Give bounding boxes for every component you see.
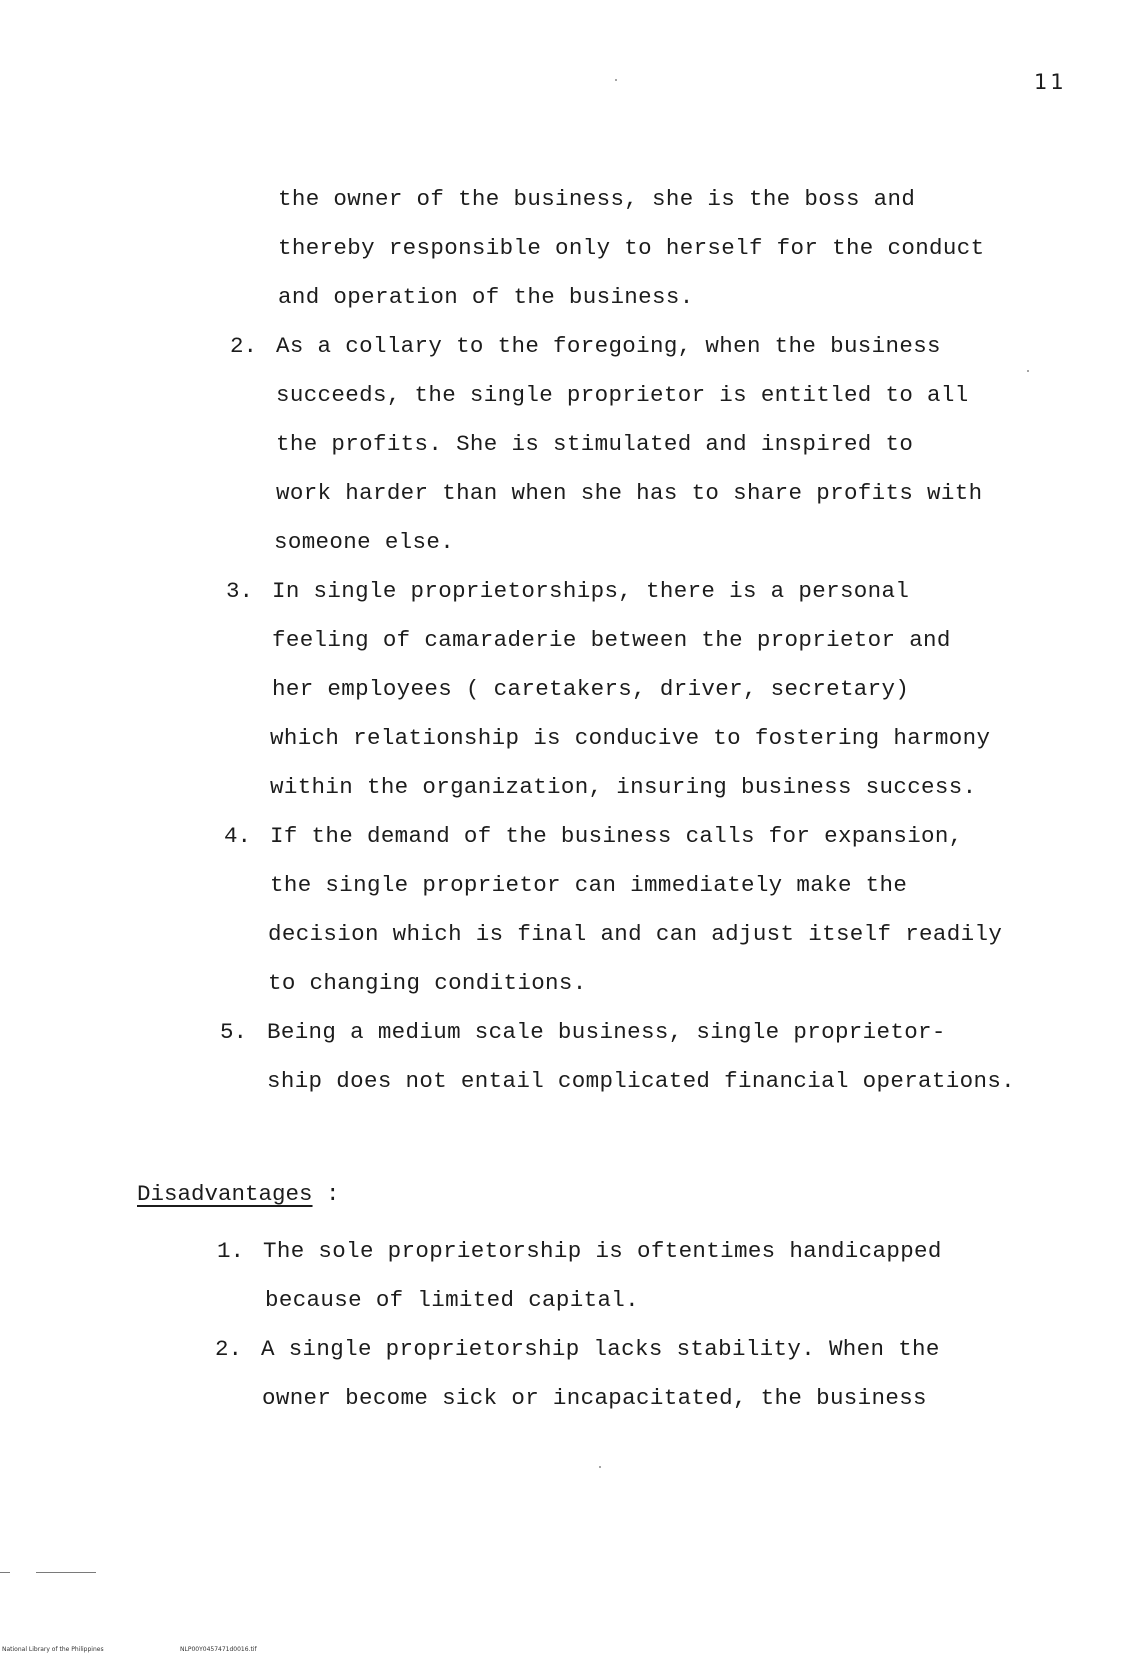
disadvantage-2-line-2: owner become sick or incapacitated, the business [262,1385,927,1411]
footer-library: National Library of the Philippines [2,1646,104,1653]
advantage-4-number: 4. [224,823,252,849]
page-number: 11 [1034,70,1067,94]
advantage-3-number: 3. [226,578,254,604]
disadvantages-heading-colon: : [326,1181,340,1207]
continuation-line-1: the owner of the business, she is the boss and [278,186,916,212]
advantage-3-line-4: which relationship is conducive to fostering harmony [270,725,991,751]
disadvantage-1-number: 1. [217,1238,245,1264]
advantage-2-line-2: succeeds, the single proprietor is entitled to all [276,382,969,408]
scan-speck [1027,370,1029,372]
advantage-4-line-1: If the demand of the business calls for expansion, [270,823,963,849]
advantage-2-line-3: the profits. She is stimulated and inspired to [276,431,914,457]
advantage-4-line-2: the single proprietor can immediately make the [270,872,908,898]
advantage-3-line-3: her employees ( caretakers, driver, secretary) [272,676,910,702]
scan-speck [615,79,617,81]
disadvantages-heading [137,1181,340,1207]
continuation-line-3: and operation of the business. [278,284,694,310]
advantage-4-line-4: to changing conditions. [268,970,587,996]
advantage-5-number: 5. [220,1019,248,1045]
scan-speck [599,1466,601,1468]
advantage-2-line-5: someone else. [274,529,455,555]
advantage-5-line-2: ship does not entail complicated financial operations. [267,1068,1016,1094]
advantage-3-line-2: feeling of camaraderie between the proprietor and [272,627,951,653]
scan-mark [0,1572,10,1573]
advantage-2-line-1: As a collary to the foregoing, when the business [276,333,941,359]
continuation-line-2: thereby responsible only to herself for the conduct [278,235,985,261]
advantage-5-line-1: Being a medium scale business, single proprietor- [267,1019,946,1045]
disadvantage-2-number: 2. [215,1336,243,1362]
scan-mark [36,1572,96,1573]
advantage-2-line-4: work harder than when she has to share profits with [276,480,983,506]
disadvantage-1-line-2: because of limited capital. [265,1287,640,1313]
advantage-2-number: 2. [230,333,258,359]
advantage-4-line-3: decision which is final and can adjust itself readily [268,921,1003,947]
advantage-3-line-1: In single proprietorships, there is a personal [272,578,910,604]
disadvantage-1-line-1: The sole proprietorship is oftentimes handicapped [263,1238,942,1264]
disadvantages-heading-text: Disadvantages [137,1181,313,1207]
disadvantage-2-line-1: A single proprietorship lacks stability. When the [261,1336,940,1362]
advantage-3-line-5: within the organization, insuring business success. [270,774,977,800]
footer-file-id: NLP00Y0457471d0016.tif [180,1646,257,1653]
